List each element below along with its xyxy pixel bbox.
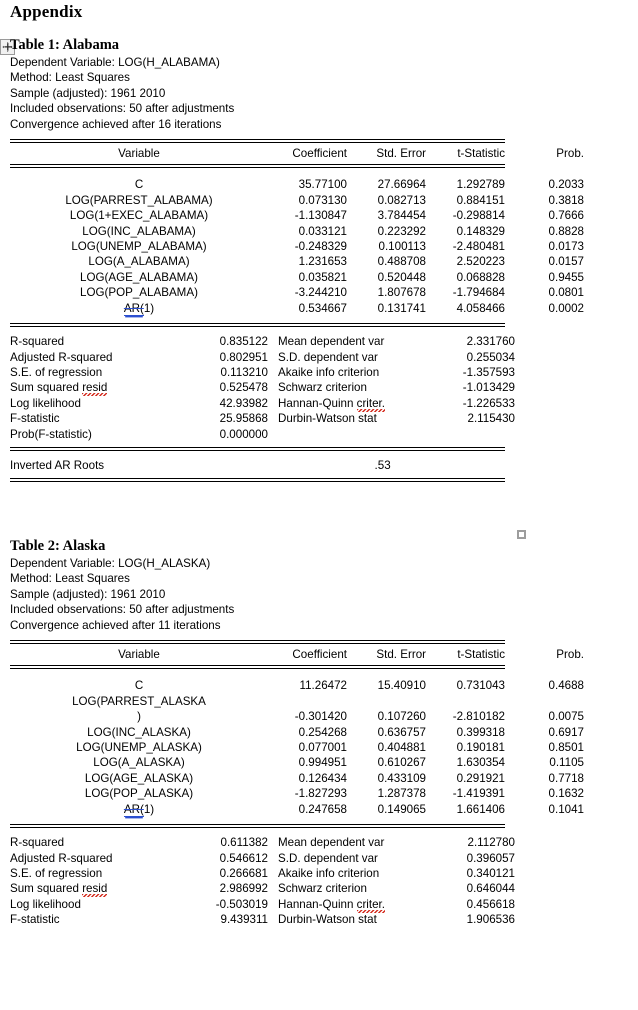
stat-value: 0.525478 (219, 381, 268, 395)
column-header-prob: Prob. (556, 147, 584, 161)
column-header-prob: Prob. (556, 648, 584, 662)
cell-prob: 0.7666 (548, 209, 584, 223)
column-header-t-statistic: t-Statistic (457, 648, 505, 662)
cell-prob: 0.0801 (548, 286, 584, 300)
stat-value: 0.546612 (219, 851, 268, 865)
cell-std-error: 0.131741 (377, 301, 426, 315)
table-row (10, 771, 584, 786)
cell-prob: 0.8828 (548, 224, 584, 238)
cell-t-statistic: 0.068828 (456, 270, 505, 284)
stat-label-2: Durbin-Watson stat (278, 913, 377, 927)
variable-name: LOG(UNEMP_ALASKA) (76, 741, 202, 755)
cell-coefficient: 35.77100 (298, 178, 347, 192)
cell-std-error: 0.107260 (377, 710, 426, 724)
stat-label: F-statistic (10, 412, 60, 426)
table-row (10, 208, 584, 223)
autocorrect-marked-text: AR( (123, 301, 144, 315)
stat-label-2: Akaike info criterion (278, 866, 380, 880)
table-bottom-rule (10, 478, 505, 482)
stat-row (10, 851, 515, 866)
cell-std-error: 0.433109 (377, 771, 426, 785)
cell-prob: 0.7718 (548, 771, 584, 785)
cell-t-statistic: -2.480481 (452, 240, 505, 254)
cell-t-statistic: 0.884151 (456, 193, 505, 207)
table-row (10, 254, 584, 269)
stat-label-2: Schwarz criterion (278, 882, 367, 896)
cell-t-statistic: 0.399318 (456, 725, 505, 739)
table-title: Table 1: Alabama (10, 37, 120, 53)
meta-line: Convergence achieved after 16 iterations (10, 117, 222, 131)
cell-coefficient: 0.534667 (298, 301, 347, 315)
regression-output-table-1 (10, 37, 584, 482)
cell-variable (10, 786, 268, 801)
cell-std-error: 0.082713 (377, 193, 426, 207)
meta-line: Included observations: 50 after adjustments (10, 102, 235, 116)
cell-t-statistic: 2.520223 (456, 255, 505, 269)
stat-row (10, 427, 515, 442)
stat-label: S.E. of regression (10, 866, 103, 880)
cell-coefficient: -0.248329 (294, 240, 347, 254)
roots-row (10, 458, 505, 473)
variable-name-tail: 1) (143, 802, 155, 816)
cell-variable (10, 678, 268, 693)
column-header-coefficient: Coefficient (292, 648, 347, 662)
cell-coefficient: -1.130847 (294, 209, 347, 223)
regression-output-table-2 (10, 538, 584, 928)
cell-t-statistic: 0.148329 (456, 224, 505, 238)
stat-label: Log likelihood (10, 396, 81, 410)
table-header-row (10, 146, 584, 161)
meta-line: Convergence achieved after 11 iterations (10, 618, 221, 632)
variable-name: C (134, 679, 144, 693)
cell-t-statistic: -2.810182 (452, 710, 505, 724)
cell-coefficient: 0.033121 (298, 224, 347, 238)
stat-label: Adjusted R-squared (10, 350, 113, 364)
roots-value: .53 (374, 458, 391, 472)
cell-t-statistic: 1.661406 (456, 802, 505, 816)
variable-name: LOG(A_ALABAMA) (88, 255, 190, 269)
stat-label: R-squared (10, 836, 65, 850)
cell-coefficient: 0.073130 (298, 193, 347, 207)
stat-value-2: -1.357593 (462, 365, 515, 379)
stat-value-2 (450, 427, 515, 442)
cell-coefficient: -3.244210 (294, 286, 347, 300)
stat-value: -0.503019 (215, 897, 268, 911)
stat-label-2: S.D. dependent var (278, 851, 378, 865)
stat-value: 0.000000 (219, 427, 268, 441)
stat-row (10, 912, 515, 927)
meta-line: Sample (adjusted): 1961 2010 (10, 86, 166, 100)
stat-value-2: 0.396057 (466, 851, 515, 865)
spellcheck-marked-text: criter. (356, 396, 385, 410)
variable-name: LOG(A_ALASKA) (93, 756, 185, 770)
cell-coefficient: 11.26472 (299, 679, 347, 693)
cell-std-error: 0.100113 (378, 240, 426, 254)
cell-prob: 0.9455 (548, 270, 584, 284)
stat-row (10, 835, 515, 850)
stat-label: F-statistic (10, 913, 60, 927)
stat-value-2: 0.646044 (466, 882, 515, 896)
stat-value-2: 2.331760 (466, 335, 515, 349)
stat-value-2: 2.115430 (467, 412, 515, 426)
table-row (10, 301, 584, 316)
table-row (10, 177, 584, 192)
results-body (10, 678, 584, 817)
variable-name: LOG(UNEMP_ALABAMA) (71, 240, 207, 254)
stat-label: S.E. of regression (10, 365, 103, 379)
cell-variable (10, 208, 268, 223)
variable-name: LOG(1+EXEC_ALABAMA) (69, 209, 209, 223)
stat-row (10, 411, 515, 426)
stat-label-2: Hannan-Quinn criter. (278, 396, 385, 410)
cell-variable (10, 694, 268, 725)
table-row (10, 802, 584, 817)
variable-name: LOG(AGE_ALABAMA) (80, 270, 198, 284)
inverted-ar-roots (10, 458, 505, 473)
cell-std-error: 0.149065 (377, 802, 426, 816)
cell-variable (10, 755, 268, 770)
variable-name: LOG(INC_ALABAMA) (82, 224, 196, 238)
cell-t-statistic: 0.731043 (456, 679, 505, 693)
stat-value: 0.802951 (219, 350, 268, 364)
spellcheck-marked-text: resid (82, 381, 108, 395)
cell-variable (10, 301, 268, 316)
stat-label-2 (268, 427, 450, 442)
roots-label: Inverted AR Roots (10, 458, 105, 472)
stat-value: 42.93982 (219, 396, 268, 410)
cell-prob: 0.0075 (548, 710, 584, 724)
cell-variable (10, 802, 268, 817)
stat-label: Sum squared resid (10, 882, 108, 896)
stat-value: 2.986992 (219, 882, 268, 896)
cell-t-statistic: 1.630354 (456, 756, 505, 770)
cell-variable (10, 254, 268, 269)
stat-value-2: 1.906536 (466, 913, 515, 927)
variable-name: LOG(AGE_ALASKA) (84, 771, 194, 785)
cell-t-statistic: 1.292789 (456, 178, 505, 192)
cell-prob: 0.3818 (548, 193, 584, 207)
cell-coefficient: 0.247658 (298, 802, 347, 816)
regression-meta (10, 55, 505, 132)
meta-line: Method: Least Squares (10, 572, 130, 586)
stat-value: 0.611382 (220, 836, 268, 850)
resize-handle-icon[interactable] (517, 530, 526, 539)
column-header-std-error: Std. Error (376, 648, 426, 662)
stat-value-2: -1.013429 (462, 381, 515, 395)
variable-name: LOG(POP_ALASKA) (84, 787, 194, 801)
stat-label: Sum squared resid (10, 381, 108, 395)
stat-value-2: 0.340121 (466, 866, 515, 880)
stat-value: 9.439311 (220, 913, 268, 927)
cell-variable (10, 771, 268, 786)
variable-name: LOG(INC_ALASKA) (87, 725, 191, 739)
cell-prob: 0.0157 (548, 255, 584, 269)
cell-std-error: 1.287378 (377, 787, 426, 801)
cell-prob: 0.2033 (548, 178, 584, 192)
cell-std-error: 3.784454 (377, 209, 426, 223)
variable-name-line: LOG(PARREST_ALASKA (72, 694, 206, 708)
stat-label-2: Akaike info criterion (278, 365, 380, 379)
table-row (10, 694, 584, 725)
cell-prob: 0.1632 (548, 787, 584, 801)
stat-label-2: Schwarz criterion (278, 381, 367, 395)
stat-label: Adjusted R-squared (10, 851, 113, 865)
table-row (10, 740, 584, 755)
stat-row (10, 396, 515, 411)
stat-value: 0.113210 (220, 365, 268, 379)
table-row (10, 725, 584, 740)
stat-value-2: -1.226533 (462, 396, 515, 410)
summary-statistics (10, 835, 515, 927)
stat-row (10, 365, 515, 380)
cell-coefficient: 0.254268 (298, 725, 347, 739)
variable-name: LOG(POP_ALABAMA) (80, 286, 198, 300)
cell-prob: 0.4688 (548, 679, 584, 693)
results-table (10, 647, 584, 662)
cell-std-error: 0.636757 (377, 725, 426, 739)
cell-variable (10, 740, 268, 755)
cell-prob: 0.1041 (548, 802, 584, 816)
cell-coefficient: 0.077001 (298, 741, 347, 755)
stat-row (10, 881, 515, 896)
cell-t-statistic: -1.794684 (452, 286, 505, 300)
cell-variable (10, 239, 268, 254)
cell-prob: 0.8501 (548, 741, 584, 755)
variable-name-line: ) (137, 710, 141, 724)
cell-std-error: 0.520448 (377, 270, 426, 284)
cell-coefficient: -1.827293 (294, 787, 347, 801)
summary-statistics (10, 334, 515, 442)
autocorrect-marked-text: AR( (123, 802, 144, 816)
cell-std-error: 0.488708 (377, 255, 426, 269)
stat-value: 25.95868 (219, 412, 268, 426)
cell-std-error: 0.223292 (377, 224, 426, 238)
stat-value: 0.835122 (219, 335, 268, 349)
cell-coefficient: 0.035821 (298, 270, 347, 284)
cell-t-statistic: 0.291921 (456, 771, 505, 785)
regression-meta (10, 556, 505, 633)
spellcheck-marked-text: resid (82, 882, 108, 896)
cell-variable (10, 270, 268, 285)
stat-label: Log likelihood (10, 897, 81, 911)
stat-label-2: S.D. dependent var (278, 350, 378, 364)
variable-name: C (134, 178, 144, 192)
table-row (10, 224, 584, 239)
cell-coefficient: 0.126434 (298, 771, 347, 785)
table-row (10, 285, 584, 300)
cell-std-error: 15.40910 (377, 679, 426, 693)
table-row (10, 239, 584, 254)
stat-value-2: 0.255034 (466, 350, 515, 364)
column-header-variable: Variable (118, 648, 160, 662)
column-header-coefficient: Coefficient (292, 147, 347, 161)
column-header-variable: Variable (118, 147, 160, 161)
spellcheck-marked-text: criter. (356, 897, 385, 911)
cell-prob: 0.6917 (548, 725, 584, 739)
table-row (10, 755, 584, 770)
stat-label-2: Mean dependent var (278, 335, 385, 349)
stat-label-2: Mean dependent var (278, 836, 385, 850)
stat-value-2: 2.112780 (467, 836, 515, 850)
column-header-std-error: Std. Error (376, 147, 426, 161)
cell-prob: 0.0173 (548, 240, 584, 254)
meta-line: Sample (adjusted): 1961 2010 (10, 587, 166, 601)
results-table (10, 146, 584, 161)
stat-row (10, 866, 515, 881)
cell-std-error: 27.66964 (377, 178, 426, 192)
table-title: Table 2: Alaska (10, 538, 106, 554)
table-row (10, 678, 584, 693)
variable-name-tail: 1) (143, 301, 155, 315)
table-header-row (10, 647, 584, 662)
meta-line: Dependent Variable: LOG(H_ALABAMA) (10, 56, 220, 69)
table-row (10, 270, 584, 285)
stat-value-2: 0.456618 (466, 897, 515, 911)
cell-t-statistic: -0.298814 (452, 209, 505, 223)
cell-coefficient: -0.301420 (294, 710, 347, 724)
stat-label-2: Durbin-Watson stat (278, 412, 377, 426)
column-header-t-statistic: t-Statistic (457, 147, 505, 161)
cell-std-error: 1.807678 (377, 286, 426, 300)
cell-variable (10, 285, 268, 300)
cell-t-statistic: -1.419391 (452, 787, 505, 801)
stat-row (10, 350, 515, 365)
table-row (10, 786, 584, 801)
table-row (10, 193, 584, 208)
results-body (10, 177, 584, 316)
variable-name: LOG(PARREST_ALABAMA) (65, 193, 213, 207)
cell-variable (10, 725, 268, 740)
stat-label: Prob(F-statistic) (10, 427, 92, 441)
meta-line: Method: Least Squares (10, 71, 130, 85)
meta-line: Included observations: 50 after adjustments (10, 603, 235, 617)
cell-variable (10, 224, 268, 239)
cell-coefficient: 1.231653 (298, 255, 347, 269)
cell-std-error: 0.404881 (377, 741, 426, 755)
meta-line: Dependent Variable: LOG(H_ALASKA) (10, 557, 211, 570)
stat-label-2: Hannan-Quinn criter. (278, 897, 385, 911)
cell-prob: 0.1105 (549, 756, 584, 770)
cell-std-error: 0.610267 (377, 756, 426, 770)
stat-row (10, 897, 515, 912)
cell-t-statistic: 4.058466 (456, 301, 505, 315)
stat-label: R-squared (10, 335, 65, 349)
cell-t-statistic: 0.190181 (456, 741, 505, 755)
stat-row (10, 334, 515, 349)
cell-prob: 0.0002 (548, 301, 584, 315)
cell-coefficient: 0.994951 (298, 756, 347, 770)
page-title: Appendix (10, 2, 83, 21)
stat-value: 0.266681 (219, 866, 268, 880)
stat-row (10, 380, 515, 395)
cell-variable (10, 193, 268, 208)
cell-variable (10, 177, 268, 192)
